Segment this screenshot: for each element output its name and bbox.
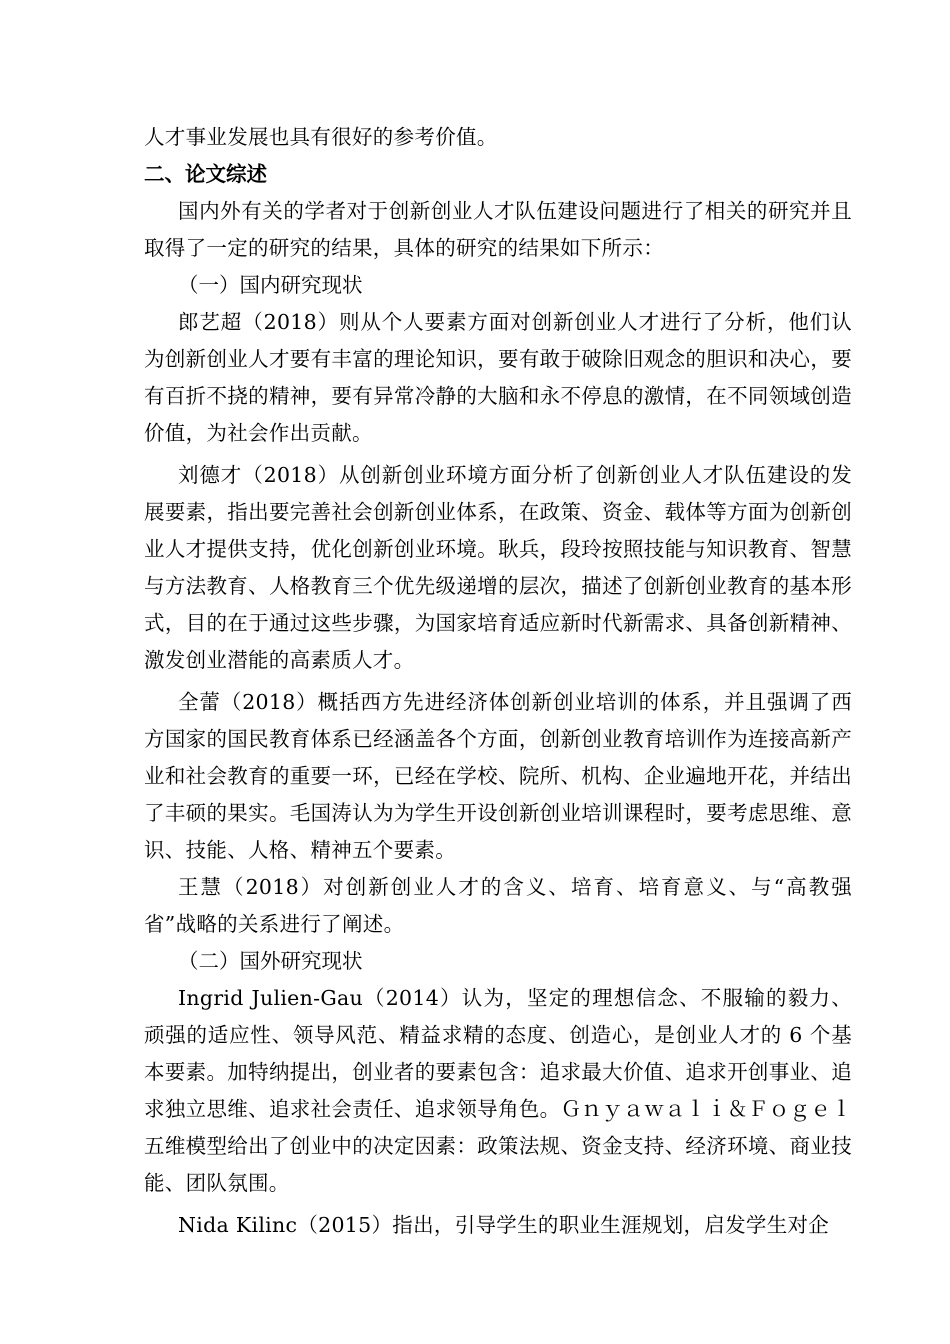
paragraph-quan-lei: 全蕾（2018）概括西方先进经济体创新创业培训的体系，并且强调了西方国家的国民教育体系已经涵盖各个方面，创新创业教育培训作为连接高新产业和社会教育的重要一环，已经在学校、院所、机构、企业遍地开花，并结出了丰硕的果实。毛国涛认为为学生开设创新创业培训课程时，要考虑思维、意识、技能、人格、精神五个要素。 bbox=[144, 690, 852, 862]
paragraph-lang-yichao: 郎艺超（2018）则从个人要素方面对创新创业人才进行了分析，他们认为创新创业人才要有丰富的理论知识，要有敢于破除旧观念的胆识和决心，要有百折不挠的精神，要有异常冷静的大脑和永不停息的激情，在不同领域创造价值，为社会作出贡献。 bbox=[144, 310, 852, 445]
paragraph-ingrid: Ingrid Julien-Gau（2014）认为，坚定的理想信念、不服输的毅力、顽强的适应性、领导风范、精益求精的态度、创造心，是创业人才的 6 个基本要素。加特纳提出，创业者的要素包含：追求最大价值、追求开创事业、追求独立思维、追求社会责任、追求领导角色。Ｇｎｙａｗａｌｉ＆Ｆｏｇｅｌ五维模型给出了创业中的决定因素：政策法规、资金支持、经济环境、商业技能、团队氛围。 bbox=[144, 986, 852, 1195]
paragraph-continuation: 人才事业发展也具有很好的参考价值。 bbox=[144, 125, 498, 149]
paragraph-liu-decai: 刘德才（2018）从创新创业环境方面分析了创新创业人才队伍建设的发展要素，指出要完善社会创新创业体系，在政策、资金、载体等方面为创新创业人才提供支持，优化创新创业环境。耿兵，段玲按照技能与知识教育、智慧与方法教育、人格教育三个优先级递增的层次，描述了创新创业教育的基本形式，目的在于通过这些步骤，为国家培育适应新时代新需求、具备创新精神、激发创业潜能的高素质人才。 bbox=[144, 463, 852, 672]
subsection-heading-domestic: （一）国内研究现状 bbox=[178, 273, 363, 297]
paragraph-wang-hui: 王慧（2018）对创新创业人才的含义、培育、培育意义、与“高教强省”战略的关系进行了阐述。 bbox=[144, 875, 852, 936]
document-body bbox=[144, 119, 852, 1244]
section-heading: 二、论文综述 bbox=[144, 162, 267, 186]
paragraph-intro: 国内外有关的学者对于创新创业人才队伍建设问题进行了相关的研究并且取得了一定的研究的结果，具体的研究的结果如下所示： bbox=[144, 199, 852, 260]
paragraph-nida-kilinc: Nida Kilinc（2015）指出，引导学生的职业生涯规划，启发学生对企 bbox=[178, 1213, 830, 1237]
subsection-heading-foreign: （二）国外研究现状 bbox=[178, 949, 363, 973]
